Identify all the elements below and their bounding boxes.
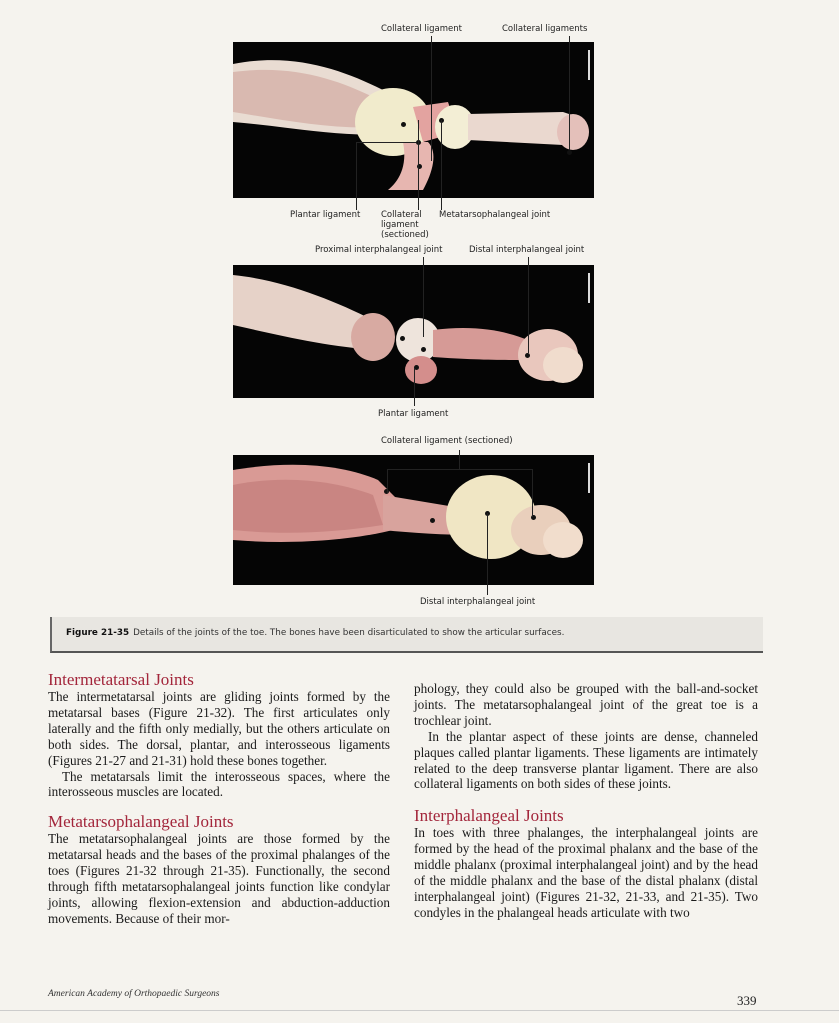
label-dip-joint: Distal interphalangeal joint [469,245,585,255]
leader-line [487,513,488,595]
leader-line [431,36,432,161]
label-collateral-ligament-sectioned: Collateral ligament (sectioned) [381,436,513,446]
footer-rule [0,1010,839,1011]
label-dip-joint-2: Distal interphalangeal joint [420,597,536,607]
caption-text: Details of the joints of the toe. The bones have been disarticulated to show the articular surfaces. [133,628,565,638]
heading-intermetatarsal-joints: Intermetatarsal Joints [48,670,194,689]
right-column [414,681,758,921]
heading-metatarsophalangeal-joints: Metatarsophalangeal Joints [48,812,234,832]
leader-line [569,36,570,150]
label-collateral-ligaments: Collateral ligaments [502,24,588,34]
paragraph: In toes with three phalanges, the interphalangeal joints are formed by the head of the proximal phalanx and the base of the middle phalanx (proximal interphalangeal joint) and by the head of the middle phalanx and the base of the distal phalanx (distal interphalangeal joint) (Figures 21-32, 21-33, and 21-35). Two condyles in the phalangeal heads articulate with two [414,825,758,920]
label-mtp-joint: Metatarsophalangeal joint [439,210,551,220]
leader-line [532,469,533,517]
paragraph: phology, they could also be grouped with the ball-and-socket joints. The metatarsophalangeal joint of the great toe is a trochlear joint. [414,681,758,728]
label-collateral-sectioned-line1: Collateral [381,210,422,220]
leader-line [387,469,532,470]
label-collateral-sectioned-line2: ligament [381,220,419,230]
paragraph: The metatarsals limit the interosseous spaces, where the interosseous muscles are located. [48,768,390,800]
paragraph: In the plantar aspect of these joints are dense, channeled plaques called plantar ligaments. These ligaments are intimately related to the deep transverse plantar ligament. There are also collateral ligaments on both sides of these joints. [414,728,758,792]
label-plantar-ligament-2: Plantar ligament [378,409,449,419]
leader-line [528,257,529,353]
leader-line [387,469,388,493]
figure-number: Figure 21-35 [66,628,130,638]
paragraph: The metatarsophalangeal joints are those formed by the metatarsal heads and the bases of the proximal phalanges of the toes (Figures 21-32 through 21-35). Functionally, the second through fifth metatarsophalangeal joints function like condylar joints, allowing flexion-extension and abduction-adduction movements. Because of their mor- [48,831,390,926]
label-plantar-ligament: Plantar ligament [290,210,361,220]
heading-interphalangeal-joints: Interphalangeal Joints [414,806,564,826]
leader-line [418,120,419,210]
photo-panel-distal [233,455,594,585]
label-collateral-ligament: Collateral ligament [381,24,462,34]
photo-panel-metatarsophalangeal [233,42,594,198]
leader-line [423,257,424,337]
label-pip-joint: Proximal interphalangeal joint [315,245,443,255]
leader-line [356,142,416,143]
leader-line [356,142,357,210]
leader-line [441,120,442,210]
figure-caption [50,617,763,653]
paragraph: The intermetatarsal joints are gliding joints formed by the metatarsal bases (Figure 21-32). The first articulates only laterally and the fifth only medially, but the others articulate on both sides. The dorsal, plantar, and interosseous ligaments (Figures 21-27 and 21-31) hold these bones together. [48,689,390,768]
page-number: 339 [737,993,757,1008]
leader-line [414,368,415,406]
left-column [48,670,390,927]
label-collateral-sectioned-line3: (sectioned) [381,230,429,240]
publisher-footer: American Academy of Orthopaedic Surgeons [48,989,220,999]
leader-line [459,450,460,469]
